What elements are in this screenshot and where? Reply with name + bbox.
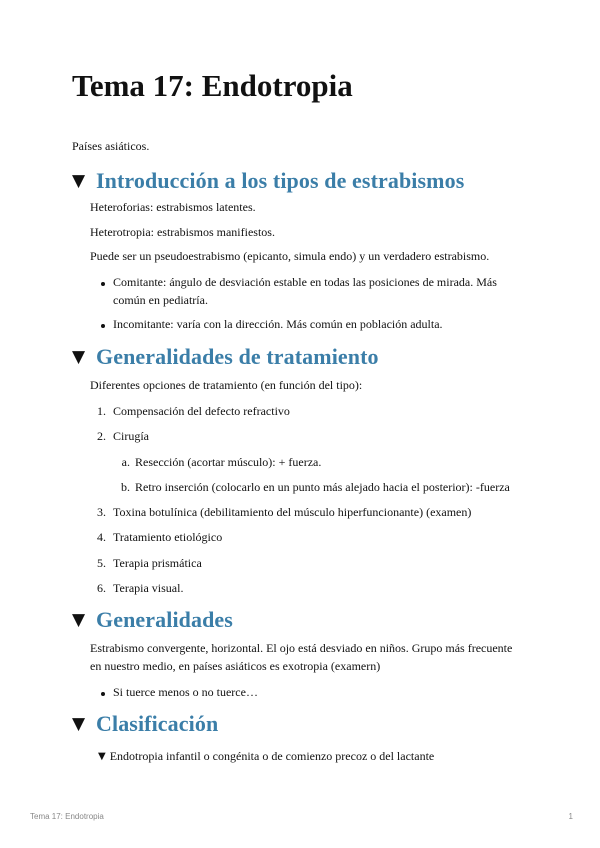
list-item: Cirugía xyxy=(113,429,149,443)
section-title: Introducción a los tipos de estrabismos xyxy=(96,168,465,193)
list-number: 3. xyxy=(97,505,106,519)
list-subitem: Retro inserción (colocarlo en un punto más alejado hacia el posterior): -fuerza xyxy=(135,480,510,494)
subsection-title: Endotropia infantil o congénita o de comienzo precoz o del lactante xyxy=(109,749,435,763)
intro-text: Países asiáticos. xyxy=(72,139,150,153)
subsection-toggle[interactable] xyxy=(98,749,434,764)
page-title: Tema 17: Endotropia xyxy=(72,68,353,103)
section-title: Clasificación xyxy=(96,711,219,736)
list-letter: b. xyxy=(121,480,130,494)
section-title: Generalidades de tratamiento xyxy=(96,344,379,369)
paragraph: Heteroforias: estrabismos latentes. xyxy=(90,200,256,214)
list-item-continued: común en pediatría. xyxy=(113,293,208,307)
triangle-down-icon[interactable]: ▼ xyxy=(72,347,86,367)
section-toggle-clasificacion[interactable] xyxy=(72,711,218,737)
list-number: 2. xyxy=(97,429,106,443)
section-toggle-introduccion[interactable] xyxy=(72,168,464,194)
footer-title: Tema 17: Endotropia xyxy=(30,812,104,821)
list-item: Toxina botulínica (debilitamiento del músculo hiperfuncionante) (examen) xyxy=(113,505,472,519)
bullet-icon xyxy=(101,692,105,696)
list-number: 6. xyxy=(97,581,106,595)
section-toggle-generalidades-tratamiento[interactable] xyxy=(72,344,379,370)
section-toggle-generalidades[interactable] xyxy=(72,607,233,633)
triangle-down-icon[interactable]: ▼ xyxy=(72,610,86,630)
list-number: 5. xyxy=(97,556,106,570)
list-item: Tratamiento etiológico xyxy=(113,530,223,544)
paragraph: Diferentes opciones de tratamiento (en función del tipo): xyxy=(90,378,363,392)
paragraph: Puede ser un pseudoestrabismo (epicanto, simula endo) y un verdadero estrabismo. xyxy=(90,249,490,263)
list-item: Incomitante: varía con la dirección. Más común en población adulta. xyxy=(113,317,443,331)
triangle-down-icon[interactable]: ▼ xyxy=(72,714,86,734)
list-letter: a. xyxy=(121,455,130,469)
bullet-icon xyxy=(101,324,105,328)
list-subitem: Resección (acortar músculo): + fuerza. xyxy=(135,455,322,469)
triangle-down-icon[interactable]: ▼ xyxy=(98,751,106,762)
list-item: Terapia visual. xyxy=(113,581,184,595)
triangle-down-icon[interactable]: ▼ xyxy=(72,171,86,191)
section-title: Generalidades xyxy=(96,607,233,632)
paragraph: Estrabismo convergente, horizontal. El ojo está desviado en niños. Grupo más frecuente xyxy=(90,641,513,655)
list-item: Terapia prismática xyxy=(113,556,202,570)
bullet-icon xyxy=(101,282,105,286)
list-item: Compensación del defecto refractivo xyxy=(113,404,290,418)
paragraph-continued: en nuestro medio, en países asiáticos es exotropia (examern) xyxy=(90,659,381,673)
list-number: 4. xyxy=(97,530,106,544)
page-number: 1 xyxy=(568,812,573,821)
paragraph: Heterotropia: estrabismos manifiestos. xyxy=(90,225,275,239)
list-number: 1. xyxy=(97,404,106,418)
list-item: Comitante: ángulo de desviación estable en todas las posiciones de mirada. Más xyxy=(113,275,497,289)
list-item: Si tuerce menos o no tuerce… xyxy=(113,685,258,699)
